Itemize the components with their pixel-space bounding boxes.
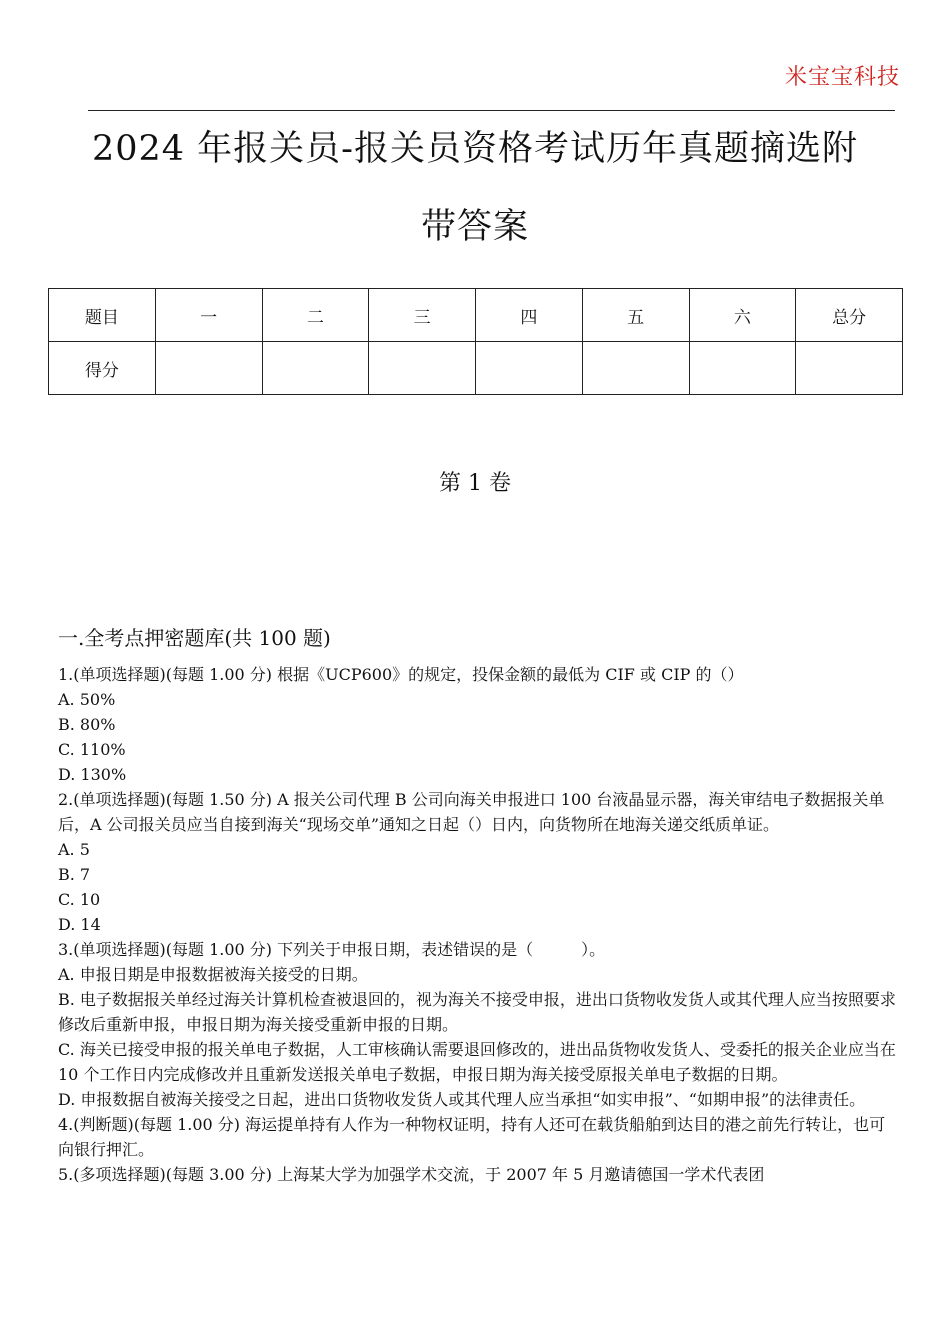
question-3 bbox=[58, 937, 898, 1112]
score-cell bbox=[476, 342, 583, 395]
question-stem: 4.(判断题)(每题 1.00 分) 海运提单持有人作为一种物权证明，持有人还可在载货船舶到达目的港之前先行转让，也可 向银行押汇。 bbox=[58, 1115, 886, 1159]
question-option: B. 80% bbox=[58, 715, 116, 734]
title-line-1: 2024 年报关员-报关员资格考试历年真题摘选附 bbox=[91, 129, 859, 169]
question-stem: 5.(多项选择题)(每题 3.00 分) 上海某大学为加强学术交流，于 2007 年 5 月邀请德国一学术代表团 bbox=[58, 1165, 765, 1184]
question-4 bbox=[58, 1112, 898, 1162]
score-table-header-row bbox=[49, 289, 903, 342]
question-option: A. 50% bbox=[58, 690, 116, 709]
score-row-label: 得分 bbox=[49, 342, 156, 395]
score-cell bbox=[369, 342, 476, 395]
title-line-2: 带答案 bbox=[420, 207, 529, 247]
score-header-cell: 三 bbox=[369, 289, 476, 342]
score-header-cell: 五 bbox=[582, 289, 689, 342]
question-2 bbox=[58, 787, 898, 937]
score-cell bbox=[262, 342, 369, 395]
score-cell bbox=[796, 342, 903, 395]
question-option: D. 申报数据自被海关接受之日起，进出口货物收发货人或其代理人应当承担“如实申报”、“如期申报”的法律责任。 bbox=[58, 1090, 866, 1109]
question-stem: 2.(单项选择题)(每题 1.50 分) A 报关公司代理 B 公司向海关申报进口 100 台液晶显示器，海关审结电子数据报关单后，A 公司报关员应当自接到海关“现场交单”通知之日起（）日内，向货物所在地海关递交纸质单证。 bbox=[58, 790, 885, 834]
question-option: B. 7 bbox=[58, 865, 91, 884]
question-option: D. 14 bbox=[58, 915, 101, 934]
question-option: C. 10 bbox=[58, 890, 101, 909]
score-table-score-row bbox=[49, 342, 903, 395]
question-1 bbox=[58, 662, 898, 787]
question-option: A. 申报日期是申报数据被海关接受的日期。 bbox=[58, 965, 368, 984]
score-header-cell: 二 bbox=[262, 289, 369, 342]
score-header-cell: 总分 bbox=[796, 289, 903, 342]
volume-heading: 第 1 卷 bbox=[439, 471, 511, 496]
question-stem: 3.(单项选择题)(每题 1.00 分) 下列关于申报日期，表述错误的是（ ）。 bbox=[58, 940, 606, 959]
question-option: C. 海关已接受申报的报关单电子数据，人工审核确认需要退回修改的，进出品货物收发货人、受委托的报关企业应当在 10 个工作日内完成修改并且重新发送报关单电子数据，申报日期为海关接受原报关单电子数据的日期。 bbox=[58, 1040, 896, 1084]
score-table bbox=[48, 288, 903, 395]
brand-label: 米宝宝科技 bbox=[784, 65, 900, 90]
document-title bbox=[40, 110, 910, 266]
question-stem: 1.(单项选择题)(每题 1.00 分) 根据《UCP600》的规定，投保金额的最低为 CIF 或 CIP 的（） bbox=[58, 665, 744, 684]
score-cell bbox=[689, 342, 796, 395]
question-list bbox=[58, 662, 898, 1187]
score-cell bbox=[582, 342, 689, 395]
score-header-cell: 六 bbox=[689, 289, 796, 342]
section-heading: 一.全考点押密题库(共 100 题) bbox=[58, 626, 331, 650]
score-cell bbox=[155, 342, 262, 395]
score-header-cell: 一 bbox=[155, 289, 262, 342]
question-option: B. 电子数据报关单经过海关计算机检查被退回的，视为海关不接受申报，进出口货物收发货人或其代理人应当按照要求修改后重新申报，申报日期为海关接受重新申报的日期。 bbox=[58, 990, 896, 1034]
question-option: A. 5 bbox=[58, 840, 90, 859]
score-header-cell: 题目 bbox=[49, 289, 156, 342]
question-5 bbox=[58, 1162, 898, 1187]
score-header-cell: 四 bbox=[476, 289, 583, 342]
question-option: C. 110% bbox=[58, 740, 126, 759]
question-option: D. 130% bbox=[58, 765, 127, 784]
